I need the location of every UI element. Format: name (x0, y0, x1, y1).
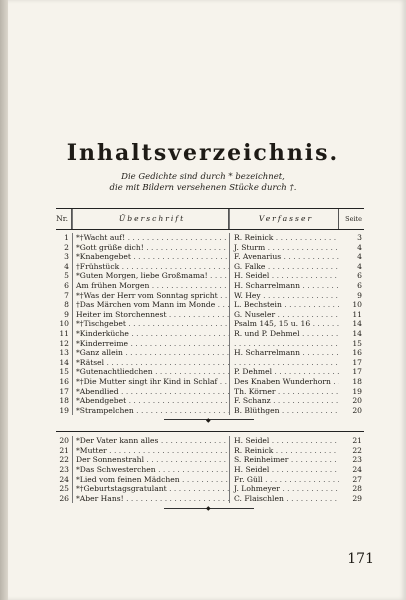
entry-author: J. Lohmeyer . . . (229, 484, 339, 494)
entry-title: Am frühen Morgen . . . (72, 281, 229, 291)
section-separator: ◆ (56, 415, 364, 429)
entry-number: 12 (59, 338, 69, 348)
entry-page: 17 (352, 357, 362, 367)
entry-author: G. Nuseler . . . (229, 310, 339, 320)
entry-author: R. Reinick . . . (229, 446, 339, 456)
table-row (56, 367, 364, 377)
entry-author: R. und P. Dehmel . . . (229, 329, 339, 339)
table-row (56, 329, 364, 339)
table-row (56, 310, 364, 320)
entry-title: †Das Märchen vom Mann im Monde . . . (72, 300, 229, 310)
entry-author: B. Blüthgen . . . (229, 406, 339, 416)
entry-author (229, 358, 339, 368)
entry-title: *Gutenachtliedchen . . . (72, 367, 229, 377)
table-row (56, 348, 364, 358)
table-row (56, 319, 364, 329)
entry-page: 6 (357, 271, 362, 281)
entry-page: 9 (357, 290, 362, 300)
entry-title: *Mutter . . . (72, 446, 229, 456)
table-row (56, 475, 364, 485)
entry-title: Der Sonnenstrahl . . . (72, 455, 229, 465)
entry-number: 24 (59, 474, 69, 484)
entry-page: 20 (352, 405, 362, 415)
entry-title: *Knabengebet . . . (72, 252, 229, 262)
header-number: Nr. (56, 209, 72, 229)
legend-note-line2: die mit Bildern versehenen Stücke durch †. (109, 183, 297, 193)
entry-page: 4 (357, 261, 362, 271)
table-row (56, 436, 364, 446)
entry-number: 10 (59, 319, 69, 329)
toc-header (56, 208, 364, 230)
entry-title: *†Geburtstagsgratulant . . . (72, 484, 229, 494)
entry-page: 15 (352, 338, 362, 348)
entry-author: W. Hey . . . (229, 291, 339, 301)
entry-page: 3 (357, 233, 362, 242)
entry-author: P. Dehmel . . . (229, 367, 339, 377)
page-title: Inhaltsverzeichnis. (66, 140, 340, 166)
entry-number: 1 (64, 233, 69, 242)
entry-author: Des Knaben Wunderhorn . . . (229, 377, 339, 387)
entry-title: *Kinderküche . . . (72, 329, 229, 339)
table-row (56, 494, 364, 504)
entry-number: 4 (64, 261, 69, 271)
entry-author: Th. Körner . . . (229, 387, 339, 397)
table-row (56, 406, 364, 416)
entry-page: 21 (352, 436, 362, 446)
table-row (56, 484, 364, 494)
page-number: 171 (347, 551, 374, 567)
table-row (56, 358, 364, 368)
table-row (56, 281, 364, 291)
entry-number: 7 (64, 290, 69, 300)
entry-page: 20 (352, 396, 362, 406)
table-row (56, 262, 364, 272)
table-row (56, 387, 364, 397)
entry-page: 29 (352, 493, 362, 503)
header-author: Verfasser (229, 209, 339, 229)
entry-author: L. Bechstein . . . (229, 300, 339, 310)
entry-author: F. Schanz . . . (229, 396, 339, 406)
entry-page: 4 (357, 242, 362, 252)
entry-number: 23 (59, 465, 69, 475)
entry-title: *†Was der Herr vom Sonntag spricht . . . (72, 291, 229, 301)
entry-author: F. Avenarius . . . (229, 252, 339, 262)
entry-page: 27 (352, 474, 362, 484)
entry-author: H. Seidel . . . (229, 271, 339, 281)
entry-title: *†Wacht auf! . . . (72, 233, 229, 243)
entry-title: *Lied vom feinen Mädchen . . . (72, 475, 229, 485)
entry-author: R. Reinick . . . (229, 233, 339, 243)
entry-number: 26 (59, 493, 69, 503)
table-row (56, 465, 364, 475)
entry-page: 4 (357, 252, 362, 262)
table-row (56, 446, 364, 456)
entry-number: 21 (59, 445, 69, 455)
book-binding (0, 0, 8, 600)
table-row (56, 339, 364, 349)
entry-number: 17 (59, 386, 69, 396)
entry-title: *Ganz allein . . . (72, 348, 229, 358)
entry-author (229, 339, 339, 349)
entry-author: J. Sturm . . . (229, 243, 339, 253)
entry-number: 2 (64, 242, 69, 252)
entry-page: 28 (352, 484, 362, 494)
entry-number: 16 (59, 376, 69, 386)
end-separator: ◆ (56, 503, 364, 513)
entry-number: 9 (64, 309, 69, 319)
entry-page: 22 (352, 445, 362, 455)
entry-author: Psalm 145, 15 u. 16 . . . (229, 319, 339, 329)
table-row (56, 243, 364, 253)
entry-author: H. Scharrelmann . . . (229, 281, 339, 291)
entry-author: S. Reinheimer . . . (229, 455, 339, 465)
entry-title: †Frühstück . . . (72, 262, 229, 272)
header-title: Überschrift (72, 209, 229, 229)
entry-page: 6 (357, 280, 362, 290)
entry-author: Fr. Güll . . . (229, 475, 339, 485)
entry-title: *Abendgebet . . . (72, 396, 229, 406)
entry-title: Heiter im Storchennest . . . (72, 310, 229, 320)
entry-number: 5 (64, 271, 69, 281)
table-row (56, 377, 364, 387)
entry-number: 18 (59, 396, 69, 406)
table-of-contents (56, 208, 364, 513)
entry-title: *Aber Hans! . . . (72, 494, 229, 504)
entry-title: *†Die Mutter singt ihr Kind in Schlaf . . . (72, 377, 229, 387)
entry-author: G. Falke . . . (229, 262, 339, 272)
entry-title: *†Tischgebet . . . (72, 319, 229, 329)
entry-page: 18 (352, 376, 362, 386)
entry-page: 24 (352, 465, 362, 475)
entry-author: H. Seidel . . . (229, 436, 339, 446)
entry-title: *Das Schwesterchen . . . (72, 465, 229, 475)
toc-rows-group-1 (56, 230, 364, 415)
toc-rows-group-2 (56, 432, 364, 503)
entry-number: 19 (59, 405, 69, 415)
table-row (56, 300, 364, 310)
header-page: Seite (345, 215, 362, 223)
entry-page: 19 (352, 386, 362, 396)
entry-number: 8 (64, 300, 69, 310)
entry-number: 22 (59, 455, 69, 465)
entry-number: 15 (59, 367, 69, 377)
entry-page: 14 (352, 328, 362, 338)
entry-number: 13 (59, 348, 69, 358)
entry-number: 20 (59, 436, 69, 446)
entry-number: 14 (59, 357, 69, 367)
entry-number: 3 (64, 252, 69, 262)
table-row (56, 252, 364, 262)
entry-title: *Guten Morgen, liebe Großmama! . . . (72, 271, 229, 281)
entry-number: 6 (64, 280, 69, 290)
entry-title: *Strampelchen . . . (72, 406, 229, 416)
entry-title: *Rätsel . . . (72, 358, 229, 368)
entry-page: 23 (352, 455, 362, 465)
entry-page: 16 (352, 348, 362, 358)
entry-page: 11 (352, 309, 362, 319)
table-row (56, 396, 364, 406)
table-row (56, 271, 364, 281)
entry-page: 17 (352, 367, 362, 377)
table-row (56, 455, 364, 465)
entry-number: 11 (59, 328, 69, 338)
entry-title: *Der Vater kann alles . . . (72, 436, 229, 446)
entry-page: 14 (352, 319, 362, 329)
entry-title: *Abendlied . . . (72, 387, 229, 397)
entry-title: *Gott grüße dich! . . . (72, 243, 229, 253)
entry-page: 10 (352, 300, 362, 310)
entry-author: H. Scharrelmann . . . (229, 348, 339, 358)
table-row (56, 291, 364, 301)
entry-number: 25 (59, 484, 69, 494)
entry-title: *Kinderreime . . . (72, 339, 229, 349)
entry-author: C. Flaischlen . . . (229, 494, 339, 504)
entry-author: H. Seidel . . . (229, 465, 339, 475)
table-row (56, 233, 364, 243)
legend-note-line1: Die Gedichte sind durch * bezeichnet, (121, 172, 285, 182)
